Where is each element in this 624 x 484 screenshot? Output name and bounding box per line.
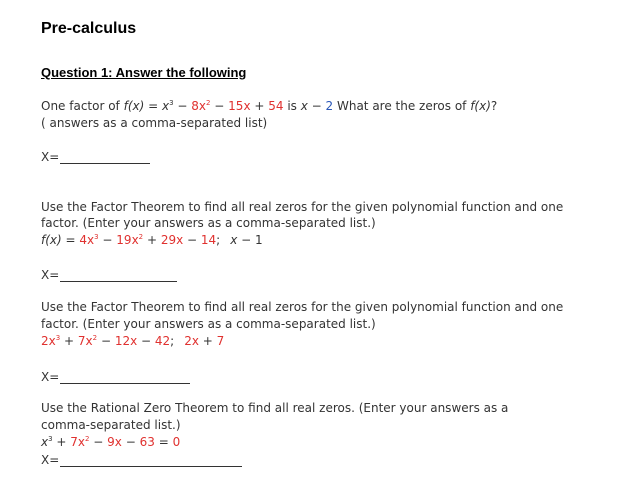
q2-factor-x: x [230, 233, 238, 247]
q3-term-42: 42 [154, 334, 171, 348]
q4-term-63: 63 [139, 435, 155, 449]
q4-prompt-line1: Use the Rational Zero Theorem to find all real zeros. (Enter your answers as a [41, 401, 509, 415]
q3-factor-7: 7 [216, 334, 225, 348]
q1-factor-2: 2 [325, 99, 334, 113]
q2-term-14: 14 [200, 233, 217, 247]
q2-semicolon: ; [216, 233, 221, 247]
q2-plus1: + [143, 233, 161, 247]
q2-answer-label: X= [41, 268, 60, 282]
q2-factor-1: 1 [255, 233, 263, 247]
q2-factor-minus: − [237, 233, 256, 247]
q1-term-x3: x [162, 99, 170, 113]
q4-term-7x2: 7x [70, 435, 86, 449]
q3-answer-blank[interactable] [60, 372, 190, 384]
q1-plus: + [250, 99, 269, 113]
q3-factor-plus: + [198, 334, 217, 348]
q1-eq: = [144, 99, 162, 113]
q2-minus2: − [183, 233, 201, 247]
q2-exp-3: 3 [94, 233, 99, 241]
q1-term-54: 54 [268, 99, 284, 113]
q4-exp-3: 3 [48, 435, 53, 443]
q4-equation [41, 435, 180, 449]
q2-term-29x: 29x [160, 233, 184, 247]
q2-equation [41, 233, 263, 247]
q2-prompt-line1: Use the Factor Theorem to find all real zeros for the given polynomial function and one [41, 200, 564, 214]
q1-factor-minus: − [307, 99, 326, 113]
q3-term-2x3: 2x [41, 334, 56, 348]
q1-exp-3: 3 [169, 99, 174, 107]
q1-factor-x: x [300, 99, 308, 113]
q4-prompt-line2: comma-separated list.) [41, 418, 181, 432]
q2-term-4x3: 4x [79, 233, 95, 247]
q1-fx: f(x) [123, 99, 145, 113]
q4-term-9x: 9x [107, 435, 122, 449]
q3-answer-row [41, 370, 190, 384]
q2-minus1: − [98, 233, 117, 247]
q3-plus1: + [60, 334, 78, 348]
q4-answer-blank[interactable] [60, 455, 242, 467]
q3-prompt-line2: factor. (Enter your answers as a comma-separated list.) [41, 317, 376, 331]
page-title: Pre-calculus [41, 20, 137, 37]
q1-answer-label: X= [41, 150, 60, 164]
q4-answer-row [41, 453, 242, 467]
q3-factor-2x: 2x [184, 334, 199, 348]
q3-exp-2: 2 [92, 334, 98, 342]
q2-prompt-line2: factor. (Enter your answers as a comma-separated list.) [41, 216, 376, 230]
q1-qmark: ? [490, 99, 498, 113]
q4-eq: = [154, 435, 173, 449]
q1-term-8x2: 8x [191, 99, 207, 113]
q3-minus2: − [137, 334, 155, 348]
q1-fx2: f(x) [470, 99, 491, 113]
q1-prompt-line1 [41, 99, 497, 113]
q4-minus1: − [89, 435, 108, 449]
q1-answer-row [41, 150, 150, 164]
q4-answer-label: X= [41, 453, 60, 467]
q3-term-7x2: 7x [77, 334, 93, 348]
q3-prompt-line1: Use the Factor Theorem to find all real zeros for the given polynomial function and one [41, 300, 564, 314]
question-heading: Question 1: Answer the following [41, 65, 247, 80]
q2-eq: = [61, 233, 80, 247]
q1-minus1: − [173, 99, 192, 113]
q4-plus1: + [52, 435, 71, 449]
q1-question: What are the zeros of [333, 99, 471, 113]
q2-answer-blank[interactable] [60, 270, 177, 282]
q1-prompt-line2: ( answers as a comma-separated list) [41, 116, 268, 130]
q1-minus2: − [210, 99, 229, 113]
q2-term-19x2: 19x [116, 233, 139, 247]
q4-minus2: − [121, 435, 140, 449]
q3-answer-label: X= [41, 370, 60, 384]
q3-equation [41, 334, 224, 348]
q4-exp-2: 2 [85, 435, 90, 443]
q3-term-12x: 12x [114, 334, 138, 348]
q2-fx: f(x) [41, 233, 62, 247]
q4-term-x3: x [41, 435, 49, 449]
q1-is: is [283, 99, 301, 113]
q1-term-15x: 15x [228, 99, 251, 113]
q3-exp-3: 3 [55, 334, 61, 342]
q1-answer-blank[interactable] [60, 152, 150, 164]
q2-exp-2: 2 [138, 233, 144, 241]
q1-exp-2: 2 [206, 99, 211, 107]
q1-prefix: One factor of [41, 99, 124, 113]
q3-semicolon: ; [170, 334, 175, 348]
q3-minus1: − [97, 334, 115, 348]
q2-answer-row [41, 268, 177, 282]
q4-rhs-0: 0 [172, 435, 181, 449]
